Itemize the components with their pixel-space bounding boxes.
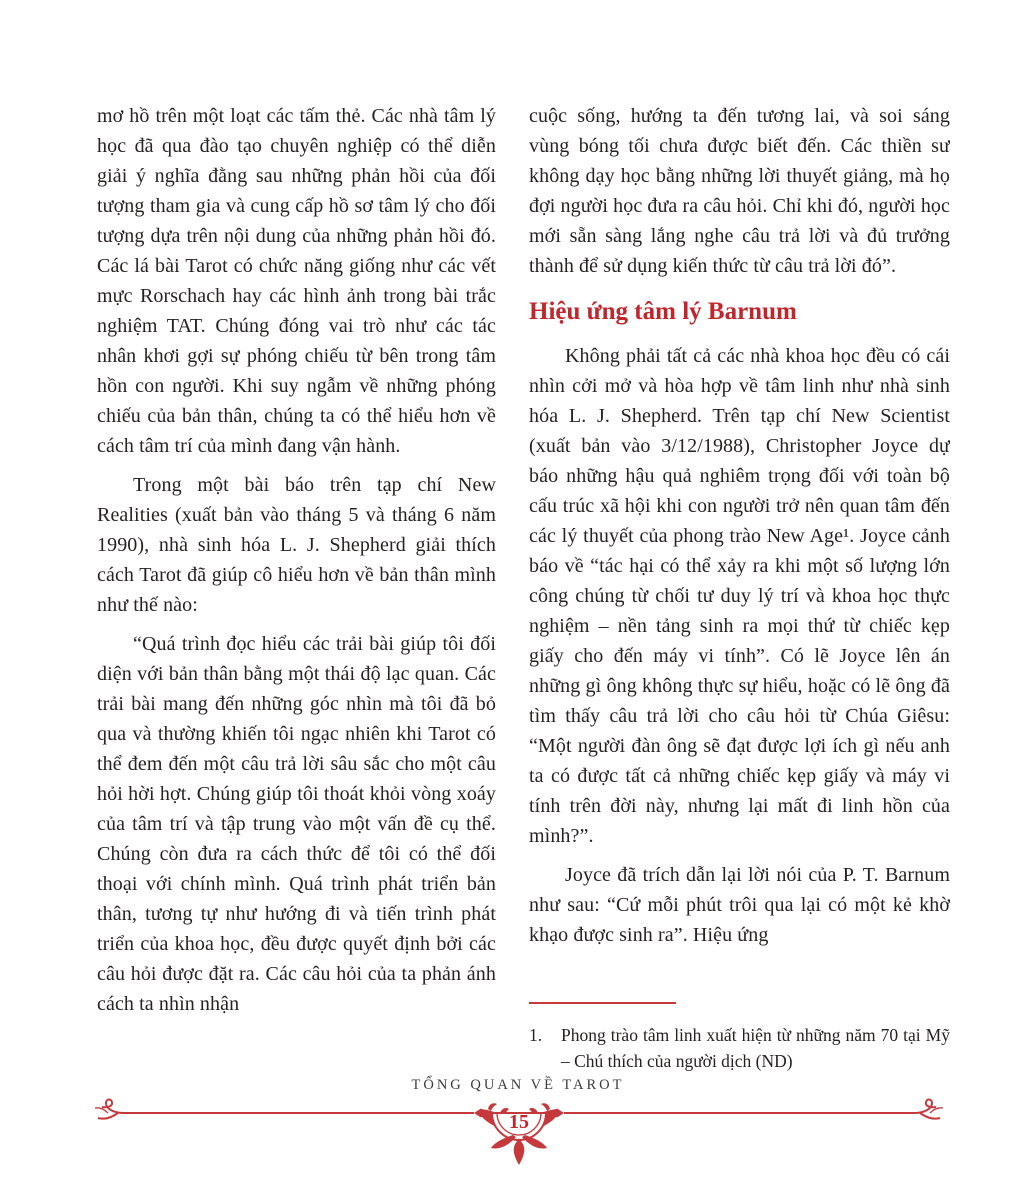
page-number: 15 (509, 1111, 529, 1133)
paragraph: Trong một bài báo trên tạp chí New Realities (xuất bản vào tháng 5 và tháng 6 năm 1990), nhà sinh hóa L. J. Shepherd giải thích cách Tarot đã giúp cô hiểu hơn về bản thân mình như thế nào: (97, 474, 496, 616)
footnote (529, 1002, 950, 1074)
fleur-icon (491, 1135, 547, 1165)
paragraph-continuation: mơ hồ trên một loạt các tấm thẻ. Các nhà tâm lý học đã qua đào tạo chuyên nghiệp có thể diễn giải ý nghĩa đằng sau những phản hồi của đối tượng tham gia và cung cấp hồ sơ tâm lý cho đối tượng dựa trên nội dung của những phản hồi đó. Các lá bài Tarot có chức năng giống như các vết mực Rorschach hay các hình ảnh trong bài trắc nghiệm TAT. Chúng đóng vai trò như các tác nhân khơi gợi sự phóng chiếu từ bên trong tâm hồn con người. Khi suy ngẫm về những phóng chiếu của bản thân, chúng ta có thể hiểu hơn về cách tâm trí của mình đang vận hành. (97, 105, 496, 457)
left-flourish-icon (95, 1099, 124, 1118)
text-columns (97, 101, 950, 1071)
right-column (529, 101, 950, 1071)
paragraph-quote: “Quá trình đọc hiểu các trải bài giúp tôi đối diện với bản thân bằng một thái độ lạc quan. Các trải bài mang đến những góc nhìn mà tôi đã bỏ qua và thường khiến tôi ngạc nhiên khi Tarot có thể đem đến một câu trả lời sâu sắc cho một câu hỏi hời hợt. Chúng giúp tôi thoát khỏi vòng xoáy của tâm trí và tập trung vào một vấn đề cụ thể. Chúng còn đưa ra cách thức để tôi có thể đối thoại với chính mình. Quá trình phát triển bản thân, tương tự như hướng đi và tiến trình phát triển của khoa học, đều được quyết định bởi các câu hỏi được đặt ra. Các câu hỏi của ta phản ánh cách ta nhìn nhận (97, 633, 496, 1015)
left-column (97, 101, 496, 1028)
running-title: TỔNG QUAN VỀ TAROT (411, 1077, 625, 1093)
left-column-flow (97, 101, 496, 1028)
right-column-flow (529, 101, 950, 959)
paragraph: Không phải tất cả các nhà khoa học đều có cái nhìn cởi mở và hòa hợp về tâm linh như nhà sinh hóa L. J. Shepherd. Trên tạp chí New Scientist (xuất bản vào 3/12/1988), Christopher Joyce dự báo những hậu quả nghiêm trọng đối với toàn bộ cấu trúc xã hội khi con người trở nên quan tâm đến các lý thuyết của phong trào New Age¹. Joyce cảnh báo về “tác hại có thể xảy ra khi một số lượng lớn công chúng từ chối tư duy lý trí và khoa học thực nghiệm – nền tảng sinh ra mọi thứ từ chiếc kẹp giấy cho đến máy vi tính”. Có lẽ Joyce lên án những gì ông không thực sự hiểu, hoặc có lẽ ông đã tìm thấy câu trả lời cho câu hỏi từ Chúa Giêsu: “Một người đàn ông sẽ đạt được lợi ích gì nếu anh ta có được tất cả những chiếc kẹp giấy và máy vi tính trên đời này, nhưng lại mất đi linh hồn của mình?”. (529, 345, 950, 847)
paragraph: Joyce đã trích dẫn lại lời nói của P. T. Barnum như sau: “Cứ mỗi phút trôi qua lại có một kẻ khờ khạo được sinh ra”. Hiệu ứng (529, 864, 950, 946)
section-heading: Hiệu ứng tâm lý Barnum (529, 298, 797, 325)
footnote-divider (529, 1002, 676, 1004)
footnote-marker: 1. (529, 1025, 543, 1045)
footnote-text-line (529, 1022, 950, 1074)
footnote-text: Phong trào tâm linh xuất hiện từ những năm 70 tại Mỹ – Chú thích của người dịch (ND) (561, 1025, 950, 1071)
right-flourish-icon (914, 1099, 943, 1118)
paragraph-continuation: cuộc sống, hướng ta đến tương lai, và soi sáng vùng bóng tối chưa được biết đến. Các thiền sư không dạy học bằng những lời thuyết giảng, mà họ đợi người học đưa ra câu hỏi. Chỉ khi đó, người học mới sẵn sàng lắng nghe câu trả lời và đủ trưởng thành để sử dụng kiến thức từ câu trả lời đó”. (529, 105, 950, 277)
